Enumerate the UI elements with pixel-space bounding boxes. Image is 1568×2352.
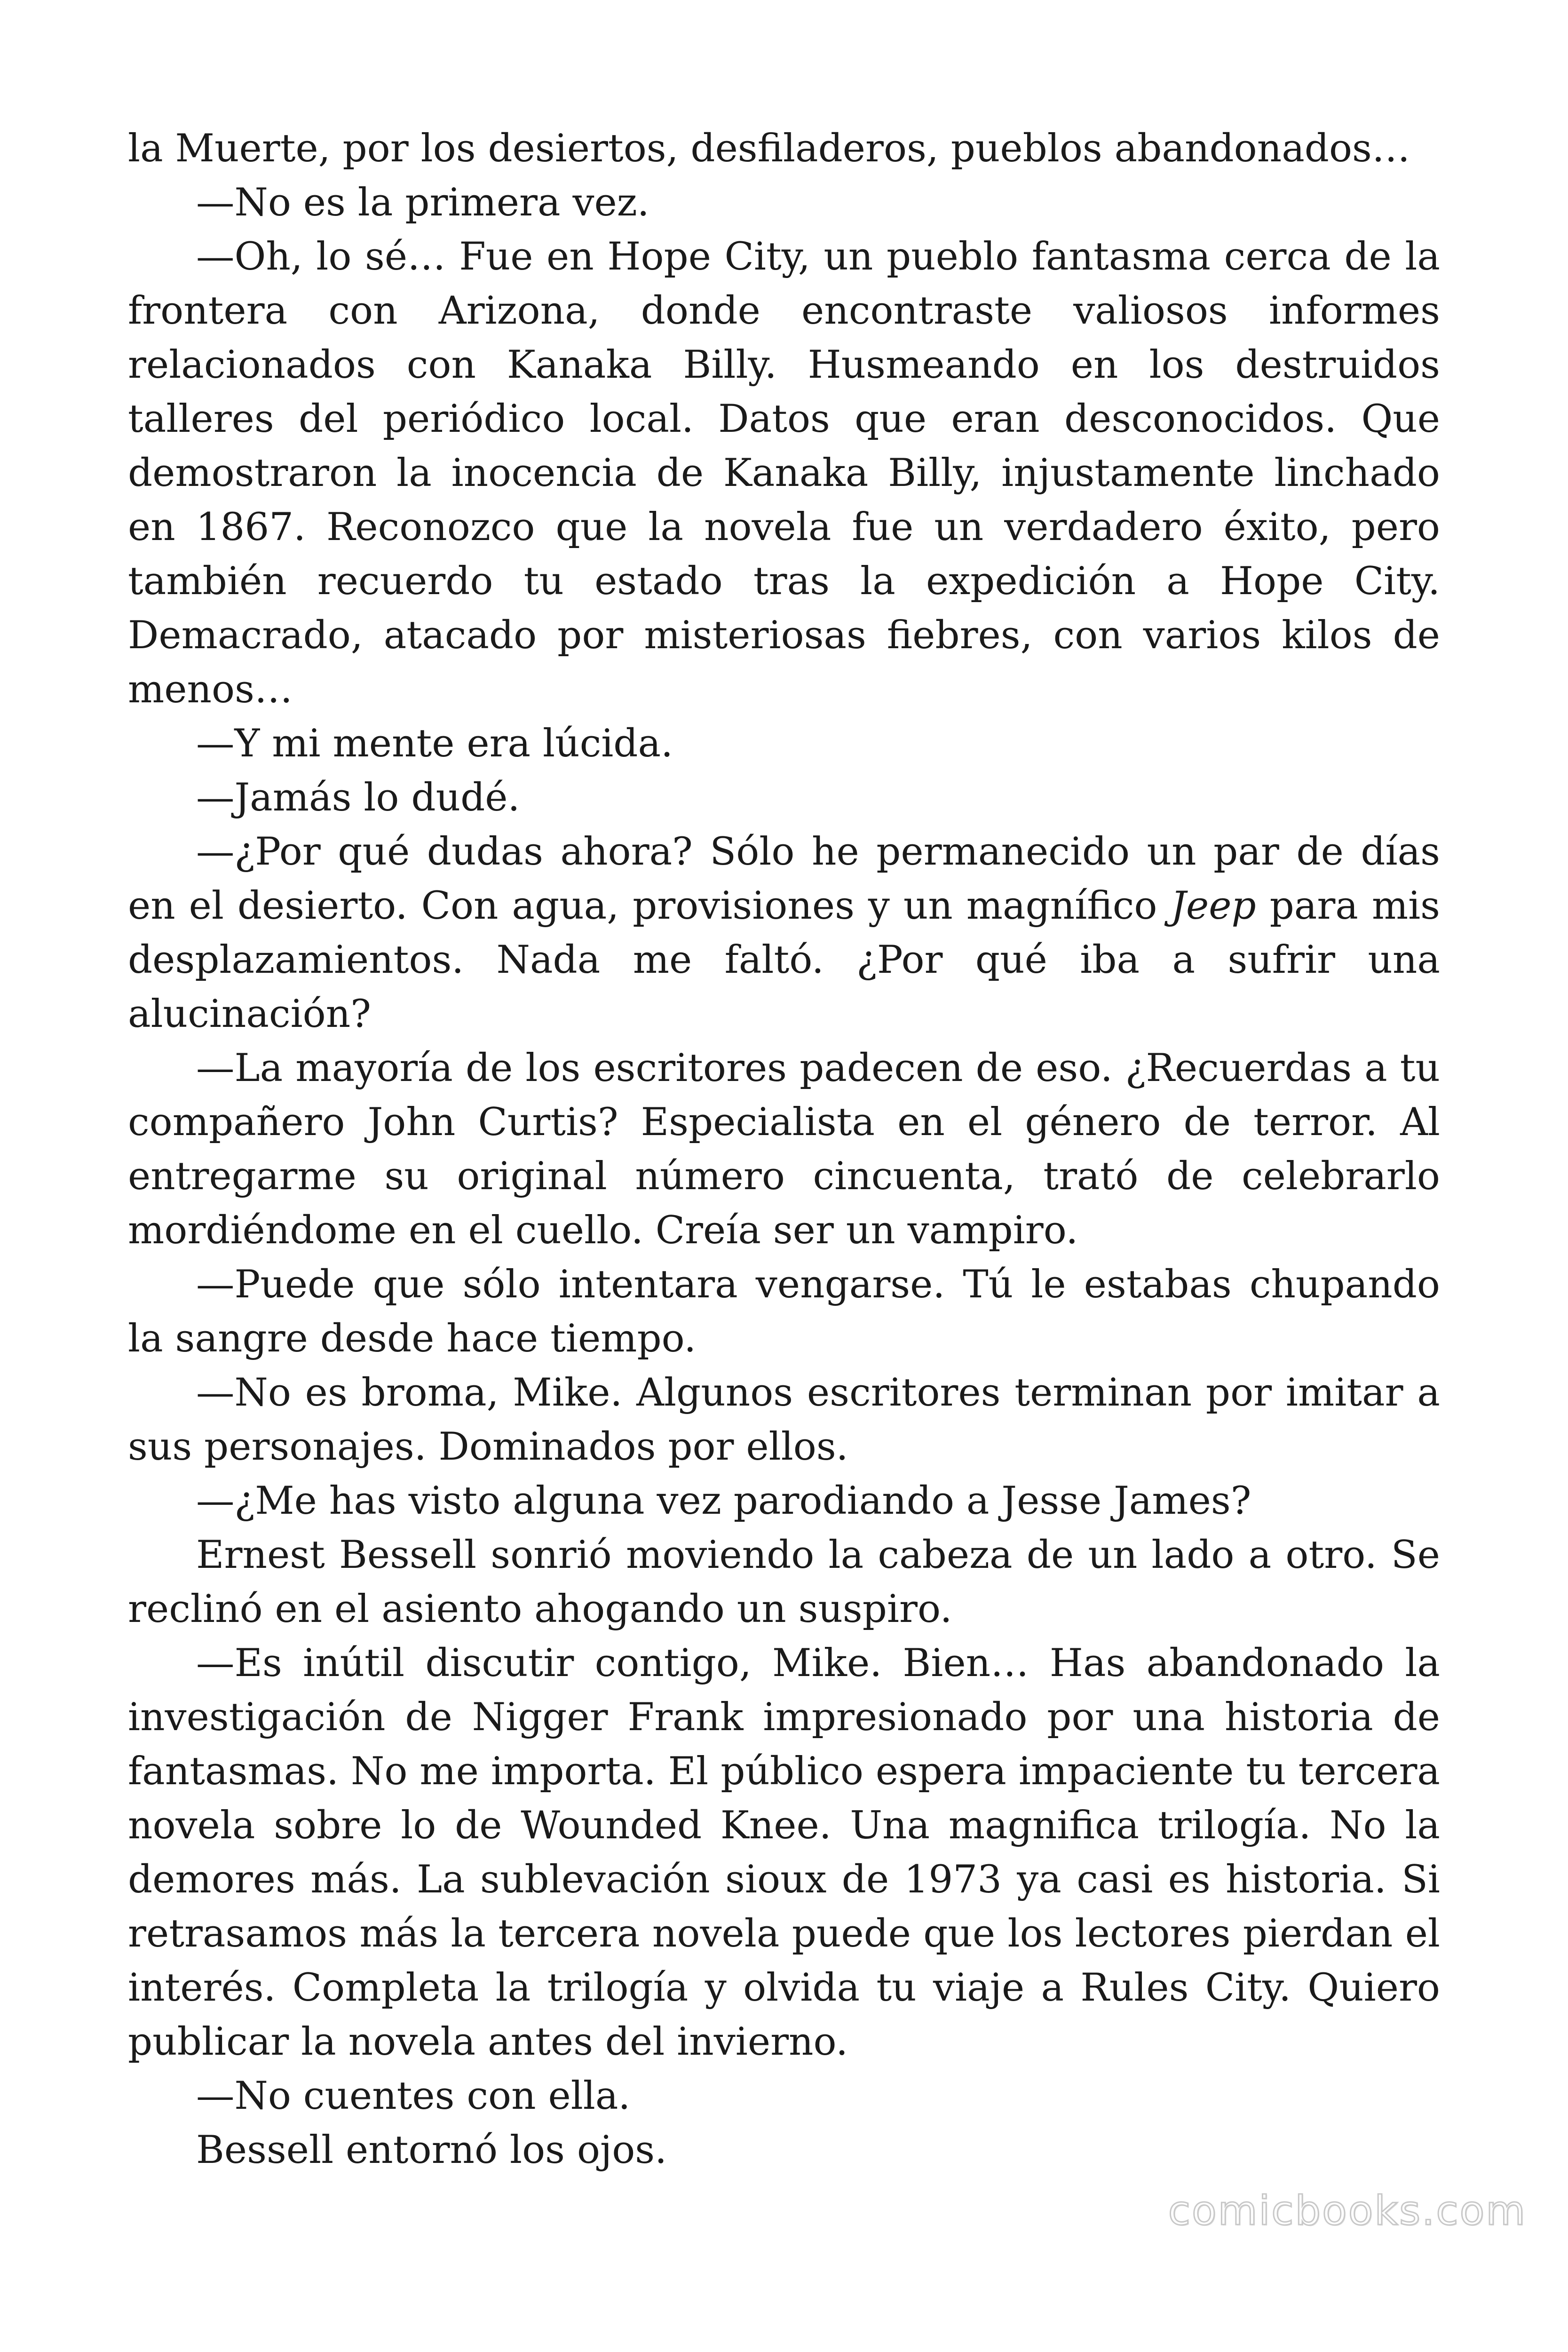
paragraph-9: —No es broma, Mike. Algunos escritores terminan por imitar a sus personajes. Dominados por ellos. — [128, 1370, 1440, 1469]
paragraph-12: —Es inútil discutir contigo, Mike. Bien… Has abandonado la investigación de Nigger Frank impresionado por una historia de fantasmas. No me importa. El público espera impaciente tu tercera novela sobre lo de Wounded Knee. Una magnifica trilogía. No la demores más. La sublevación sioux de 1973 ya casi es historia. Si retrasamos más la tercera novela puede que los lectores pierdan el interés. Completa la trilogía y olvida tu viaje a Rules City. Quiero publicar la novela antes del invierno. — [128, 1641, 1440, 2064]
paragraph-6-text-before: —¿Por qué dudas ahora? Sólo he permanecido un par de días en el desierto. Con agua, provisiones y un magnífico — [128, 829, 1440, 928]
paragraph-3: —Oh, lo sé… Fue en Hope City, un pueblo fantasma cerca de la frontera con Arizona, donde encontraste valiosos informes relacionados con Kanaka Billy. Husmeando en los destruidos talleres del periódico local. Datos que eran desconocidos. Que demostraron la inocencia de Kanaka Billy, injustamente linchado en 1867. Reconozco que la novela fue un verdadero éxito, pero también recuerdo tu estado tras la expedición a Hope City. Demacrado, atacado por misteriosas fiebres, con varios kilos de menos… — [128, 234, 1440, 712]
page-body — [128, 121, 1440, 2177]
paragraph-5: —Jamás lo dudé. — [196, 775, 520, 820]
paragraph-8: —Puede que sólo intentara vengarse. Tú le estabas chupando la sangre desde hace tiempo. — [128, 1262, 1440, 1361]
watermark: comicbooks.com — [1168, 2187, 1527, 2234]
paragraph-10: —¿Me has visto alguna vez parodiando a Jesse James? — [196, 1478, 1251, 1523]
paragraph-6-emphasis: Jeep — [1171, 883, 1256, 928]
paragraph-2: —No es la primera vez. — [196, 180, 649, 225]
paragraph-13: —No cuentes con ella. — [196, 2074, 631, 2118]
paragraph-6 — [128, 825, 1440, 1041]
paragraph-1: la Muerte, por los desiertos, desfiladeros, pueblos abandonados… — [128, 126, 1410, 171]
paragraph-11: Ernest Bessell sonrió moviendo la cabeza de un lado a otro. Se reclinó en el asiento ahogando un suspiro. — [128, 1533, 1440, 1631]
paragraph-7: —La mayoría de los escritores padecen de eso. ¿Recuerdas a tu compañero John Curtis? Especialista en el género de terror. Al entregarme su original número cincuenta, trató de celebrarlo mordiéndome en el cuello. Creía ser un vampiro. — [128, 1046, 1440, 1253]
paragraph-4: —Y mi mente era lúcida. — [196, 721, 673, 766]
paragraph-6-text-after: para mis desplazamientos. Nada me faltó. ¿Por qué iba a sufrir una alucinación? — [128, 883, 1440, 1036]
paragraph-14: Bessell entornó los ojos. — [196, 2128, 667, 2172]
